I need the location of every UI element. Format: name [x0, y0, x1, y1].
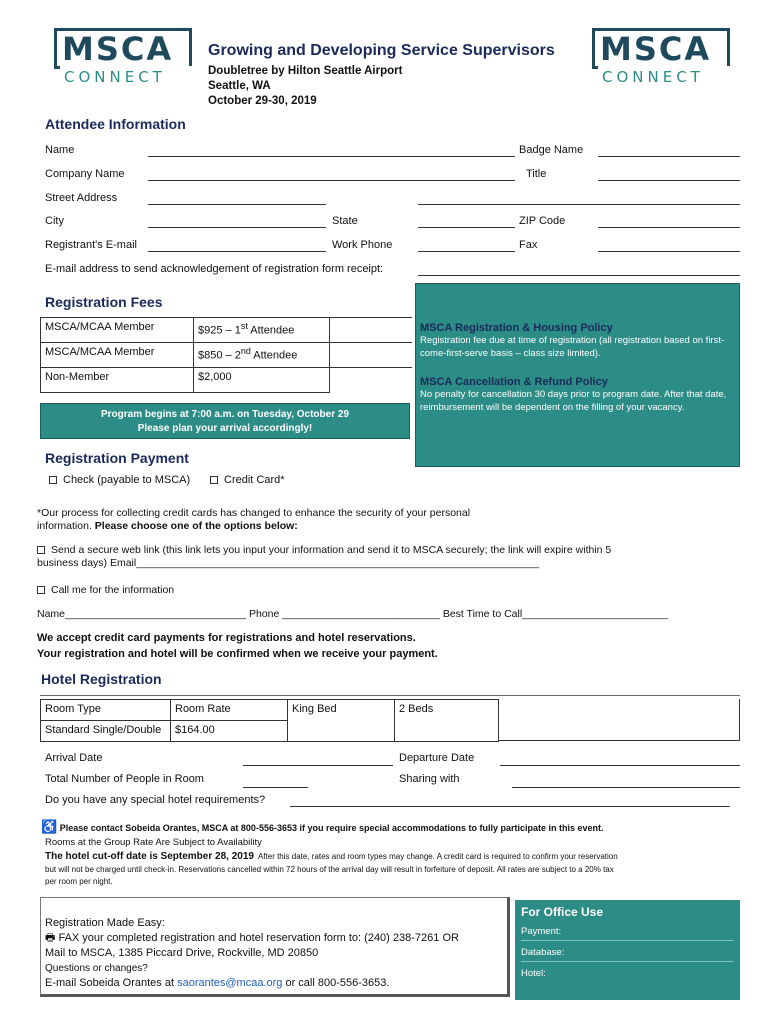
- fee-price: $2,000: [194, 368, 330, 393]
- hotel-rule: [40, 695, 740, 696]
- policy-panel: [415, 283, 740, 467]
- registration-policy-heading: MSCA Registration & Housing Policy: [420, 322, 613, 334]
- fax-line: 🖶 FAX your completed registration and hotel reservation form to: (240) 238-7261 OR: [45, 932, 459, 944]
- program-start-line2: Please plan your arrival accordingly!: [137, 423, 313, 434]
- people-label: Total Number of People in Room: [45, 773, 204, 785]
- arrival-label: Arrival Date: [45, 752, 103, 764]
- fee-type: MSCA/MCAA Member: [41, 318, 194, 343]
- fee-row: [41, 343, 413, 368]
- office-payment-label: Payment:: [521, 926, 734, 941]
- check-option[interactable]: Check (payable to MSCA): [49, 474, 190, 486]
- street-label: Street Address: [45, 192, 118, 204]
- card-note-line2: information. Please choose one of the options below:: [37, 520, 298, 532]
- event-dates: October 29-30, 2019: [208, 95, 317, 107]
- fee-select-box[interactable]: [330, 343, 413, 368]
- card-note-line1: *Our process for collecting credit cards has changed to enhance the security of your personal: [37, 507, 471, 519]
- company-field[interactable]: [148, 180, 515, 181]
- badge-name-label: Badge Name: [519, 144, 584, 156]
- room-type-header: Room Type: [41, 700, 171, 721]
- hotel-header-row: [41, 700, 499, 721]
- arrival-field[interactable]: [243, 765, 393, 766]
- state-label: State: [332, 215, 358, 227]
- fee-row: [41, 368, 413, 393]
- street-field-2[interactable]: [418, 204, 740, 205]
- hotel-value-row: [41, 721, 499, 742]
- cancellation-policy-text: No penalty for cancellation 30 days prior to program date. After that date, reimbursement will be dependent on the filling of your vacancy.: [420, 389, 727, 413]
- call-me-fields[interactable]: Name_______________________________ Phone ___________________________ Best Time to Call_________________________: [37, 608, 669, 620]
- office-use-heading: For Office Use: [521, 905, 604, 919]
- cutoff-line1: The hotel cut-off date is September 28, 2019 After this date, rates and room types may change. A credit card is required to confirm your reservation: [45, 851, 618, 862]
- two-beds-header: 2 Beds: [395, 700, 499, 721]
- badge-name-field[interactable]: [598, 156, 740, 157]
- special-field[interactable]: [290, 806, 730, 807]
- wheelchair-icon: ♿: [41, 819, 58, 834]
- cutoff-line3: per room per night.: [45, 877, 113, 886]
- room-type-value: Standard Single/Double: [41, 721, 171, 742]
- fee-row: [41, 318, 413, 343]
- card-option[interactable]: Credit Card*: [210, 474, 285, 486]
- name-label: Name: [45, 144, 75, 156]
- hotel-heading: Hotel Registration: [41, 671, 162, 687]
- king-bed-header: King Bed: [288, 700, 395, 721]
- accessibility-line: ♿ Please contact Sobeida Orantes, MSCA at 800-556-3653 if you require special accommodations to fully participate in this event.: [41, 819, 604, 834]
- fee-type: Non-Member: [41, 368, 194, 393]
- fees-heading: Registration Fees: [45, 294, 163, 310]
- accept-line2: Your registration and hotel will be confirmed when we receive your payment.: [37, 648, 438, 660]
- payment-heading: Registration Payment: [45, 450, 189, 466]
- people-field[interactable]: [243, 787, 308, 788]
- departure-field[interactable]: [500, 765, 740, 766]
- work-phone-label: Work Phone: [332, 239, 393, 251]
- fee-price: $925 – 1st Attendee: [194, 318, 330, 343]
- call-me-checkbox[interactable]: [37, 586, 45, 594]
- fax-icon: 🖶: [45, 932, 56, 944]
- special-label: Do you have any special hotel requirements?: [45, 794, 266, 806]
- program-start-line1: Program begins at 7:00 a.m. on Tuesday, October 29: [100, 409, 350, 420]
- card-checkbox[interactable]: [210, 476, 218, 484]
- web-link-checkbox[interactable]: [37, 546, 45, 554]
- zip-label: ZIP Code: [519, 215, 566, 227]
- street-field-1[interactable]: [148, 204, 326, 205]
- web-link-option[interactable]: Send a secure web link (this link lets you input your information and send it to MSCA securely; the link will expire within 5: [37, 544, 611, 556]
- attendee-heading: Attendee Information: [45, 116, 186, 132]
- office-database-label: Database:: [521, 947, 734, 962]
- hotel-table-side-box: [499, 699, 740, 741]
- king-bed-cell[interactable]: [288, 721, 395, 742]
- fax-label: Fax: [519, 239, 538, 251]
- sharing-field[interactable]: [512, 787, 740, 788]
- sharing-label: Sharing with: [399, 773, 460, 785]
- email-field[interactable]: [148, 251, 326, 252]
- office-use-panel: [515, 900, 740, 1000]
- state-field[interactable]: [418, 227, 515, 228]
- accept-line1: We accept credit card payments for registrations and hotel reservations.: [37, 632, 416, 644]
- contact-line: E-mail Sobeida Orantes at saorantes@mcaa.org or call 800-556-3653.: [45, 977, 390, 989]
- hotel-table: [40, 699, 499, 742]
- registration-policy-text: Registration fee due at time of registration (all registration based on first-come-first-serve basis – class size limited).: [420, 335, 725, 359]
- office-hotel-label: Hotel:: [521, 968, 546, 979]
- questions-line: Questions or changes?: [45, 963, 148, 974]
- cancellation-policy-heading: MSCA Cancellation & Refund Policy: [420, 376, 608, 388]
- cutoff-line2: but will not be charged until check-in. Reservations cancelled within 72 hours of the arrival day will result in forfeiture of deposit. All rates are subject to a 20% tax: [45, 865, 614, 874]
- event-city: Seattle, WA: [208, 80, 271, 92]
- event-title: Growing and Developing Service Supervisors: [208, 42, 555, 59]
- name-field[interactable]: [148, 156, 515, 157]
- msca-connect-logo-left: MSCA CONNECT: [54, 28, 202, 86]
- city-label: City: [45, 215, 64, 227]
- two-beds-cell[interactable]: [395, 721, 499, 742]
- web-link-email[interactable]: business days) Email_____________________________________________________________________: [37, 557, 540, 569]
- fee-price: $850 – 2nd Attendee: [194, 343, 330, 368]
- title-field[interactable]: [598, 180, 740, 181]
- program-start-banner: [40, 403, 410, 439]
- zip-field[interactable]: [598, 227, 740, 228]
- call-me-option[interactable]: Call me for the information: [37, 584, 174, 596]
- check-checkbox[interactable]: [49, 476, 57, 484]
- msca-connect-logo-right: MSCA CONNECT: [592, 28, 740, 86]
- ack-email-label: E-mail address to send acknowledgement of registration form receipt:: [45, 263, 384, 275]
- fee-select-box[interactable]: [330, 368, 413, 393]
- fee-select-box[interactable]: [330, 318, 413, 343]
- fax-field[interactable]: [598, 251, 740, 252]
- fee-type: MSCA/MCAA Member: [41, 343, 194, 368]
- easy-heading: Registration Made Easy:: [45, 917, 165, 929]
- registration-easy-box: [40, 897, 510, 997]
- mail-line: Mail to MSCA, 1385 Piccard Drive, Rockville, MD 20850: [45, 947, 319, 959]
- city-field[interactable]: [148, 227, 326, 228]
- event-venue: Doubletree by Hilton Seattle Airport: [208, 65, 403, 77]
- room-rate-header: Room Rate: [171, 700, 288, 721]
- email-link[interactable]: saorantes@mcaa.org: [177, 977, 283, 989]
- company-label: Company Name: [45, 168, 125, 180]
- ack-email-field[interactable]: [418, 275, 740, 276]
- work-phone-field[interactable]: [418, 251, 515, 252]
- email-label: Registrant's E-mail: [45, 239, 137, 251]
- rooms-availability-note: Rooms at the Group Rate Are Subject to Availability: [45, 837, 262, 848]
- room-rate-value: $164.00: [171, 721, 288, 742]
- departure-label: Departure Date: [399, 752, 475, 764]
- title-label: Title: [526, 168, 547, 180]
- fees-table: [40, 317, 412, 393]
